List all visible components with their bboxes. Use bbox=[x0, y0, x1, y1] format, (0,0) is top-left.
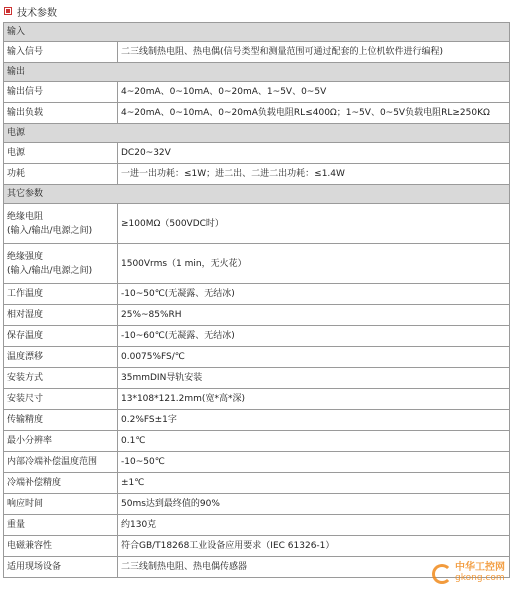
watermark-url: gkong.com bbox=[455, 573, 505, 583]
row-value: 50ms达到最终值的90% bbox=[118, 494, 510, 515]
row-label: 输出信号 bbox=[4, 82, 118, 103]
row-label: 重量 bbox=[4, 515, 118, 536]
row-label: 温度漂移 bbox=[4, 347, 118, 368]
section-row-output bbox=[4, 63, 510, 82]
row-value: 约130克 bbox=[118, 515, 510, 536]
table-row bbox=[4, 143, 510, 164]
section-label: 输出 bbox=[4, 63, 510, 82]
table-row bbox=[4, 389, 510, 410]
row-value: 4~20mA、0~10mA、0~20mA、1~5V、0~5V bbox=[118, 82, 510, 103]
row-label: 内部冷端补偿温度范围 bbox=[4, 452, 118, 473]
row-label: 相对湿度 bbox=[4, 305, 118, 326]
row-value: DC20~32V bbox=[118, 143, 510, 164]
table-row bbox=[4, 473, 510, 494]
bullet-icon bbox=[4, 7, 12, 15]
row-value: 二三线制热电阻、热电偶(信号类型和测量范围可通过配套的上位机软件进行编程) bbox=[118, 42, 510, 63]
row-label-line: 绝缘电阻 bbox=[7, 211, 44, 222]
row-value: ±1℃ bbox=[118, 473, 510, 494]
row-label: 功耗 bbox=[4, 164, 118, 185]
row-value: 二三线制热电阻、热电偶传感器 bbox=[118, 557, 510, 578]
table-row bbox=[4, 305, 510, 326]
row-value: 25%~85%RH bbox=[118, 305, 510, 326]
row-value: 0.0075%FS/℃ bbox=[118, 347, 510, 368]
spec-table bbox=[3, 22, 510, 578]
section-label: 电源 bbox=[4, 124, 510, 143]
row-value: 13*108*121.2mm(宽*高*深) bbox=[118, 389, 510, 410]
table-row bbox=[4, 244, 510, 284]
table-row bbox=[4, 204, 510, 244]
section-header bbox=[4, 3, 509, 19]
row-label: 传输精度 bbox=[4, 410, 118, 431]
section-title: 技术参数 bbox=[17, 7, 57, 19]
row-label: 响应时间 bbox=[4, 494, 118, 515]
row-label: 电磁兼容性 bbox=[4, 536, 118, 557]
table-row bbox=[4, 515, 510, 536]
table-row bbox=[4, 431, 510, 452]
row-label: 最小分辨率 bbox=[4, 431, 118, 452]
section-row-power bbox=[4, 124, 510, 143]
table-row bbox=[4, 494, 510, 515]
row-label: 安装方式 bbox=[4, 368, 118, 389]
table-row bbox=[4, 368, 510, 389]
row-label-line: (输入/输出/电源之间) bbox=[7, 265, 93, 276]
table-row bbox=[4, 536, 510, 557]
watermark-logo-icon bbox=[430, 562, 452, 584]
row-value: -10~50℃ bbox=[118, 452, 510, 473]
row-label: 适用现场设备 bbox=[4, 557, 118, 578]
row-value: 符合GB/T18268工业设备应用要求（IEC 61326-1） bbox=[118, 536, 510, 557]
row-value: 0.1℃ bbox=[118, 431, 510, 452]
section-row-input bbox=[4, 23, 510, 42]
table-row bbox=[4, 82, 510, 103]
row-label bbox=[4, 244, 118, 284]
row-label: 输出负载 bbox=[4, 103, 118, 124]
row-label: 冷端补偿精度 bbox=[4, 473, 118, 494]
row-value: 4~20mA、0~10mA、0~20mA负载电阻RL≤400Ω；1~5V、0~5V负载电阻RL≥250KΩ bbox=[118, 103, 510, 124]
watermark bbox=[430, 562, 505, 584]
section-label: 输入 bbox=[4, 23, 510, 42]
table-row bbox=[4, 410, 510, 431]
table-row bbox=[4, 326, 510, 347]
row-label: 工作温度 bbox=[4, 284, 118, 305]
row-label: 保存温度 bbox=[4, 326, 118, 347]
row-value: ≥100MΩ（500VDC时） bbox=[118, 204, 510, 244]
table-row bbox=[4, 164, 510, 185]
table-row bbox=[4, 452, 510, 473]
table-row bbox=[4, 347, 510, 368]
row-label-line: (输入/输出/电源之间) bbox=[7, 225, 93, 236]
table-row bbox=[4, 42, 510, 63]
row-value: -10~50℃(无凝露、无结冰) bbox=[118, 284, 510, 305]
row-value: -10~60℃(无凝露、无结冰) bbox=[118, 326, 510, 347]
row-value: 1500Vrms（1 min，无火花） bbox=[118, 244, 510, 284]
row-value: 35mmDIN导轨安装 bbox=[118, 368, 510, 389]
table-row bbox=[4, 284, 510, 305]
row-label: 输入信号 bbox=[4, 42, 118, 63]
row-value: 一进一出功耗：≤1W；进二出、二进二出功耗：≤1.4W bbox=[118, 164, 510, 185]
row-value: 0.2%FS±1字 bbox=[118, 410, 510, 431]
table-row bbox=[4, 103, 510, 124]
row-label-line: 绝缘强度 bbox=[7, 251, 44, 262]
section-label: 其它参数 bbox=[4, 185, 510, 204]
row-label bbox=[4, 204, 118, 244]
row-label: 安装尺寸 bbox=[4, 389, 118, 410]
section-row-other bbox=[4, 185, 510, 204]
watermark-name: 中华工控网 bbox=[455, 562, 505, 573]
row-label: 电源 bbox=[4, 143, 118, 164]
